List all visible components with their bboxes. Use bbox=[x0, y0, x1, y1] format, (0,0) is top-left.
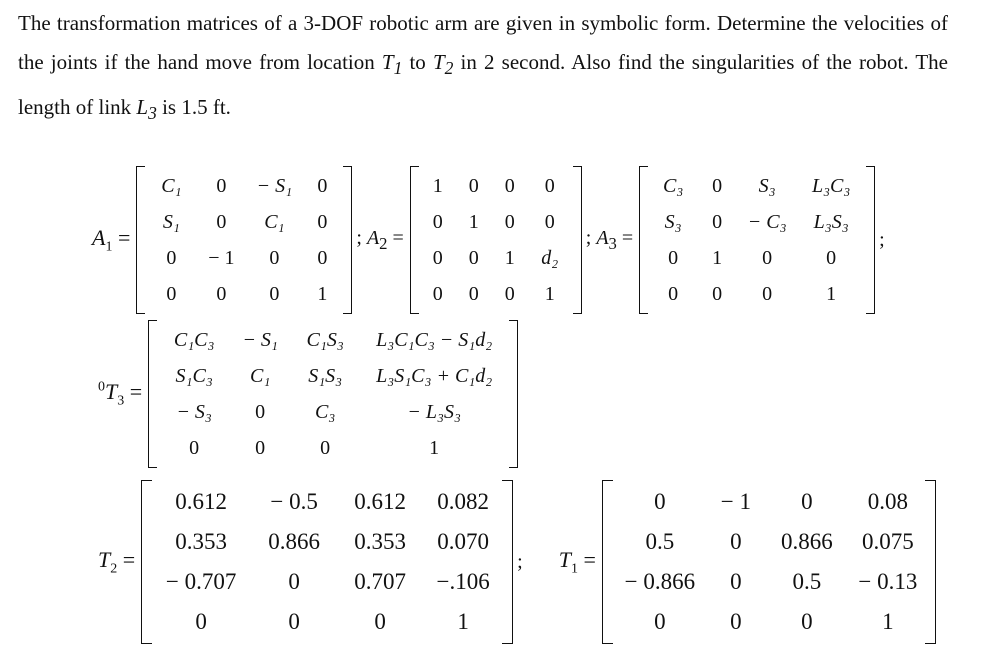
matrix-cell: − 1 bbox=[208, 246, 235, 269]
matrix-cell: 0 bbox=[317, 210, 328, 233]
matrix-cell: − 0.866 bbox=[624, 569, 696, 594]
matrix-cell: − S₃ bbox=[176, 400, 212, 423]
matrix-cell: C₁C₃ bbox=[173, 328, 215, 351]
matrix-cell: 0 bbox=[317, 174, 328, 197]
problem-text-2: to bbox=[402, 50, 433, 74]
matrix-cell: L₃C₃ bbox=[811, 174, 851, 197]
matrix-cell: 0.08 bbox=[867, 489, 909, 514]
matrix-cell: C₃ bbox=[663, 174, 684, 197]
matrix-cell: 0 bbox=[166, 282, 177, 305]
matrix-cell: d₂ bbox=[541, 246, 559, 269]
matrix-t03 bbox=[148, 322, 518, 466]
a1-label: $A_1$ = bbox=[92, 224, 131, 255]
matrix-cell: 0 bbox=[668, 282, 679, 305]
matrix-cell: 0 bbox=[504, 174, 515, 197]
matrix-cell: 0.866 bbox=[781, 529, 833, 554]
matrix-cell: 0 bbox=[654, 609, 666, 634]
matrix-cell: 0 bbox=[801, 609, 813, 634]
matrix-cell: 0 bbox=[826, 246, 837, 269]
matrix-cell: 1 bbox=[826, 282, 837, 305]
matrix-cell: 0 bbox=[216, 210, 227, 233]
matrix-cell: 0.070 bbox=[437, 529, 490, 554]
matrix-cell: S₁C₃ bbox=[175, 364, 213, 387]
matrix-cell: 0.353 bbox=[354, 529, 407, 554]
matrix-cell: 0 bbox=[504, 282, 515, 305]
matrix-cell: − C₃ bbox=[747, 210, 787, 233]
matrix-cell: 0 bbox=[288, 569, 300, 594]
matrix-cell: 1 bbox=[429, 436, 440, 459]
matrix-cell: − 0.707 bbox=[165, 569, 237, 594]
t03-label: $^0T_3$ = bbox=[98, 378, 143, 409]
a2-label: ; $A_2$ = bbox=[356, 226, 404, 253]
matrix-cell: 0.075 bbox=[862, 529, 914, 554]
matrix-cell: 1 bbox=[317, 282, 328, 305]
problem-text-1: The transformation matrices of a 3-DOF robotic arm are given in symbolic form. Determine the velocities of the joints if the hand move from location bbox=[18, 11, 948, 74]
matrix-cell: 0.612 bbox=[354, 489, 407, 514]
matrix-cell: 1 bbox=[432, 174, 443, 197]
matrix-cell: 0 bbox=[730, 609, 742, 634]
matrix-cell: 0.707 bbox=[354, 569, 407, 594]
matrix-cell: 0 bbox=[668, 246, 679, 269]
matrix-cell: 0 bbox=[504, 210, 515, 233]
matrix-cell: L₃S₃ bbox=[813, 210, 849, 233]
matrix-cell: 0.612 bbox=[175, 489, 228, 514]
t1-label: $T_1$ = bbox=[558, 546, 596, 577]
matrix-cell: 0 bbox=[762, 282, 773, 305]
matrix-cell: 1 bbox=[457, 609, 469, 634]
matrix-cell: 0 bbox=[216, 282, 227, 305]
matrix-cell: 0 bbox=[801, 489, 813, 514]
problem-text-4: is 1.5 ft. bbox=[156, 95, 231, 120]
matrix-cell: 0 bbox=[432, 210, 443, 233]
matrix-cell: 0 bbox=[712, 282, 723, 305]
matrix-cell: C₃ bbox=[315, 400, 336, 423]
matrix-cell: C₁S₃ bbox=[306, 328, 344, 351]
matrix-cell: 0 bbox=[468, 246, 479, 269]
matrix-cell: 1 bbox=[712, 246, 723, 269]
a3-semicolon: ; bbox=[879, 228, 885, 251]
problem-statement bbox=[18, 4, 948, 133]
problem-text-3: in 2 second. Also find the singularities of the robot. The length of link bbox=[18, 50, 948, 120]
matrix-row-a bbox=[92, 168, 891, 312]
matrix-row-t bbox=[98, 482, 936, 642]
t2-label: $T_2$ = bbox=[98, 546, 136, 577]
matrix-cell: 0 bbox=[216, 174, 227, 197]
matrix-a2 bbox=[410, 168, 582, 312]
symbol-t2: $T_2$ bbox=[432, 50, 454, 79]
matrix-cell: 0 bbox=[730, 529, 742, 554]
matrix-cell: 0 bbox=[320, 436, 331, 459]
a3-label: ; $A_3$ = bbox=[585, 226, 634, 253]
matrix-cell: − 1 bbox=[720, 489, 752, 514]
matrix-cell: 0 bbox=[195, 609, 207, 634]
matrix-t2 bbox=[141, 482, 513, 642]
matrix-cell: 0 bbox=[269, 246, 280, 269]
matrix-a1 bbox=[136, 168, 352, 312]
matrix-t1 bbox=[602, 482, 936, 642]
matrix-cell: 0 bbox=[468, 174, 479, 197]
matrix-cell: 0.082 bbox=[437, 489, 490, 514]
matrix-cell: 0 bbox=[189, 436, 200, 459]
matrix-cell: 0 bbox=[712, 174, 723, 197]
matrix-cell: 0 bbox=[288, 609, 300, 634]
matrix-cell: 0 bbox=[712, 210, 723, 233]
matrix-cell: − S₁ bbox=[256, 174, 293, 197]
matrix-cell: 0 bbox=[269, 282, 280, 305]
matrix-cell: L₃S₁C₃ + C₁d₂ bbox=[376, 364, 493, 387]
matrix-cell: 0 bbox=[255, 436, 266, 459]
matrix-a3 bbox=[639, 168, 875, 312]
matrix-cell: L₃C₁C₃ − S₁d₂ bbox=[376, 328, 493, 351]
matrix-cell: 0 bbox=[762, 246, 773, 269]
matrix-cell: 1 bbox=[544, 282, 555, 305]
matrix-cell: 0.866 bbox=[268, 529, 321, 554]
matrix-cell: 0 bbox=[317, 246, 328, 269]
matrix-cell: 1 bbox=[504, 246, 515, 269]
matrix-cell: 1 bbox=[468, 210, 479, 233]
matrix-cell: 0.353 bbox=[175, 529, 228, 554]
matrix-cell: C₁ bbox=[250, 364, 271, 387]
matrix-cell: 0 bbox=[468, 282, 479, 305]
matrix-cell: 0.5 bbox=[792, 569, 822, 594]
matrix-cell: 0 bbox=[166, 246, 177, 269]
matrix-cell: − S₁ bbox=[242, 328, 278, 351]
matrix-cell: 0 bbox=[374, 609, 386, 634]
matrix-cell: S₃ bbox=[758, 174, 776, 197]
matrix-cell: − L₃S₃ bbox=[407, 400, 461, 423]
matrix-cell: − 0.13 bbox=[858, 569, 918, 594]
matrix-row-t03 bbox=[98, 322, 518, 466]
matrix-cell: 0 bbox=[255, 400, 266, 423]
matrix-cell: 0 bbox=[654, 489, 666, 514]
symbol-t1: $T_1$ bbox=[381, 50, 403, 79]
symbol-l3: $L_3$ bbox=[136, 95, 157, 124]
matrix-cell: −.106 bbox=[436, 569, 490, 594]
matrix-cell: 0.5 bbox=[645, 529, 675, 554]
matrix-cell: − 0.5 bbox=[270, 489, 318, 514]
matrix-cell: S₁S₃ bbox=[308, 364, 343, 387]
matrix-cell: 0 bbox=[544, 174, 555, 197]
matrix-cell: 0 bbox=[432, 282, 443, 305]
matrix-cell: 0 bbox=[730, 569, 742, 594]
matrix-cell: S₁ bbox=[162, 210, 180, 233]
matrix-cell: S₃ bbox=[664, 210, 682, 233]
matrix-cell: 1 bbox=[882, 609, 894, 634]
t2-semicolon: ; bbox=[517, 550, 523, 573]
matrix-cell: 0 bbox=[432, 246, 443, 269]
matrix-cell: C₁ bbox=[264, 210, 285, 233]
matrix-cell: C₁ bbox=[161, 174, 182, 197]
matrix-cell: 0 bbox=[544, 210, 555, 233]
